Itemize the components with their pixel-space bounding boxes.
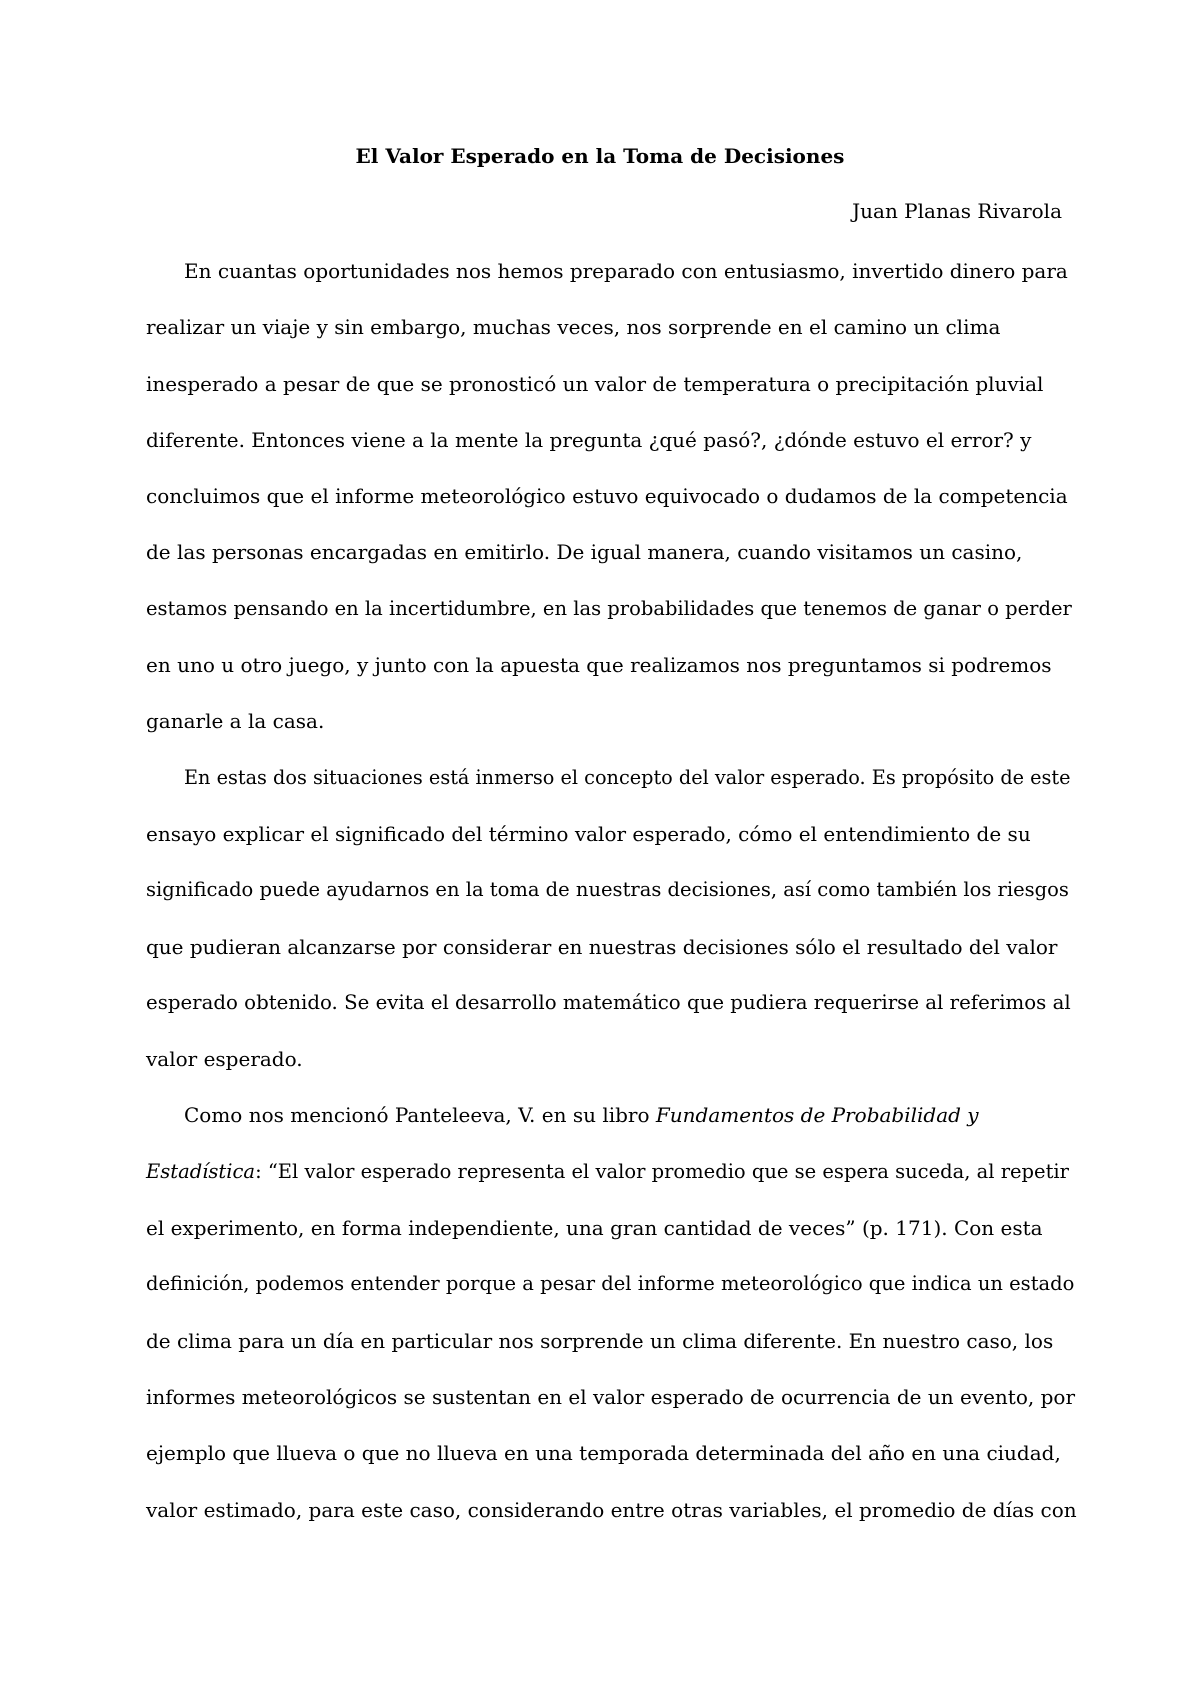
text-line: de las personas encargadas en emitirlo. De igual manera, cuando visitamos un casino, [146,540,1023,565]
document-title: El Valor Esperado en la Toma de Decisiones [355,144,845,168]
text-line: En estas dos situaciones está inmerso el concepto del valor esperado. Es propósito de este [184,765,1071,789]
text-line: En cuantas oportunidades nos hemos preparado con entusiasmo, invertido dinero para [184,259,1068,283]
text-line: inesperado a pesar de que se pronosticó un valor de temperatura o precipitación pluvial [146,371,1044,396]
text-line: de clima para un día en particular nos sorprende un clima diferente. En nuestro caso, los [146,1328,1054,1353]
text-line [146,1159,1076,1215]
text-line: definición, podemos entender porque a pesar del informe meteorológico que indica un estado [146,1272,1075,1296]
text-line: concluimos que el informe meteorológico estuvo equivocado o dudamos de la competencia [146,484,1068,509]
document-author: Juan Planas Rivarola [852,199,1062,223]
text-segment: Como nos mencionó Panteleeva, V. en su libro [184,1103,656,1128]
text-line [146,1102,1076,1158]
text-line: esperado obtenido. Se evita el desarrollo matemático que pudiera requerirse al referimos al [146,990,1071,1014]
text-line: el experimento, en forma independiente, una gran cantidad de veces” (p. 171). Con esta [146,1216,1043,1241]
text-line: ejemplo que llueva o que no llueva en una temporada determinada del año en una ciudad, [146,1441,1061,1466]
text-segment: : “El valor esperado representa el valor promedio que se espera suceda, al repetir [255,1159,1069,1183]
book-title: Fundamentos de Probabilidad y [655,1103,979,1128]
text-line: en uno u otro juego, y junto con la apuesta que realizamos nos preguntamos si podremos [146,653,1052,678]
text-line: estamos pensando en la incertidumbre, en las probabilidades que tenemos de ganar o perder [146,596,1072,620]
text-line: informes meteorológicos se sustentan en el valor esperado de ocurrencia de un evento, por [146,1384,1076,1409]
text-line: valor estimado, para este caso, considerando entre otras variables, el promedio de días con [146,1497,1077,1522]
book-title: Estadística [146,1159,256,1183]
text-line: ensayo explicar el significado del término valor esperado, cómo el entendimiento de su [146,821,1031,846]
text-line: ganarle a la casa. [146,709,325,734]
text-line: significado puede ayudarnos en la toma de nuestras decisiones, así como también los riesgos [146,878,1069,902]
text-line: realizar un viaje y sin embargo, muchas veces, nos sorprende en el camino un clima [146,315,1001,340]
text-line: diferente. Entonces viene a la mente la pregunta ¿qué pasó?, ¿dónde estuvo el error? y [146,427,1032,452]
text-line: valor esperado. [146,1047,303,1072]
text-line: que pudieran alcanzarse por considerar en nuestras decisiones sólo el resultado del valor [146,934,1058,959]
document-body [146,258,1076,1553]
